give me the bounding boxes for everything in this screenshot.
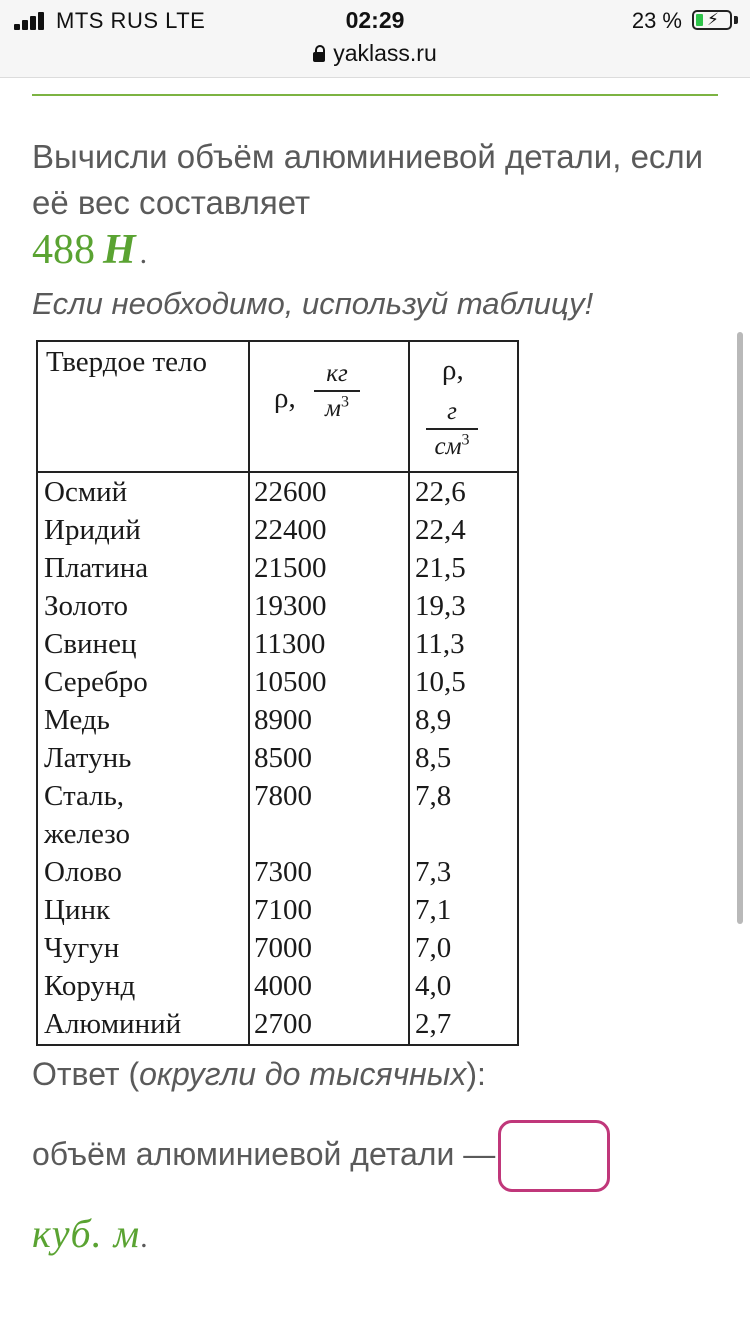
density-table bbox=[36, 340, 519, 1046]
table-row: Алюминий 2700 2,7 bbox=[44, 1008, 452, 1040]
weight-unit: Н bbox=[103, 227, 136, 273]
section-divider bbox=[32, 94, 718, 96]
table-row: Чугун 7000 7,0 bbox=[44, 932, 452, 964]
table-row: Медь 8900 8,9 bbox=[44, 704, 452, 736]
table-row: Олово 7300 7,3 bbox=[44, 856, 452, 888]
clock: 02:29 bbox=[345, 7, 405, 33]
weight-value bbox=[32, 226, 147, 274]
table-row: Свинец 11300 11,3 bbox=[44, 628, 465, 660]
address-bar[interactable] bbox=[0, 40, 750, 67]
battery-charging-icon: ⚡ bbox=[692, 10, 732, 30]
answer-label: Ответ (округли до тысячных): bbox=[32, 1056, 486, 1092]
answer-input[interactable] bbox=[498, 1120, 610, 1192]
battery-cap bbox=[734, 16, 738, 24]
url-text: yaklass.ru bbox=[333, 40, 437, 66]
status-bar bbox=[0, 0, 750, 40]
table-row: Осмий 22600 22,6 bbox=[44, 476, 466, 508]
question-text: Вычисли объём алюминиевой детали, если её вес составляет bbox=[32, 138, 704, 221]
table-row: Латунь 8500 8,5 bbox=[44, 742, 452, 774]
header-rho-g: ρ, bbox=[442, 354, 464, 386]
answer-unit: куб. м. bbox=[32, 1211, 149, 1256]
table-row: Серебро 10500 10,5 bbox=[44, 666, 466, 698]
battery-percent: 23 % bbox=[631, 8, 682, 33]
unit-kg-per-m3: кг $м^3$ bbox=[314, 360, 360, 423]
scrollbar[interactable] bbox=[737, 332, 743, 924]
table-row: Сталь, железо 7800 7,8 bbox=[44, 780, 452, 850]
table-row: Иридий 22400 22,4 bbox=[44, 514, 466, 546]
table-row: Цинк 7100 7,1 bbox=[44, 894, 452, 926]
table-body bbox=[38, 473, 518, 1043]
table-row: Платина 21500 21,5 bbox=[44, 552, 466, 584]
unit-g-per-cm3: г $см^3$ bbox=[426, 398, 478, 461]
header-solid: Твердое тело bbox=[46, 346, 208, 378]
weight-period: . bbox=[139, 237, 148, 270]
lock-icon bbox=[313, 52, 325, 62]
table-row: Корунд 4000 4,0 bbox=[44, 970, 452, 1002]
header-rho-kg: ρ, bbox=[274, 382, 296, 414]
weight-number: 488 bbox=[32, 227, 95, 273]
carrier-label: MTS RUS LTE bbox=[56, 8, 206, 33]
answer-prompt: объём алюминиевой детали — bbox=[32, 1136, 496, 1172]
browser-top-bar bbox=[0, 0, 750, 78]
hint-text: Если необходимо, используй таблицу! bbox=[32, 286, 594, 321]
table-row: Золото 19300 19,3 bbox=[44, 590, 466, 622]
